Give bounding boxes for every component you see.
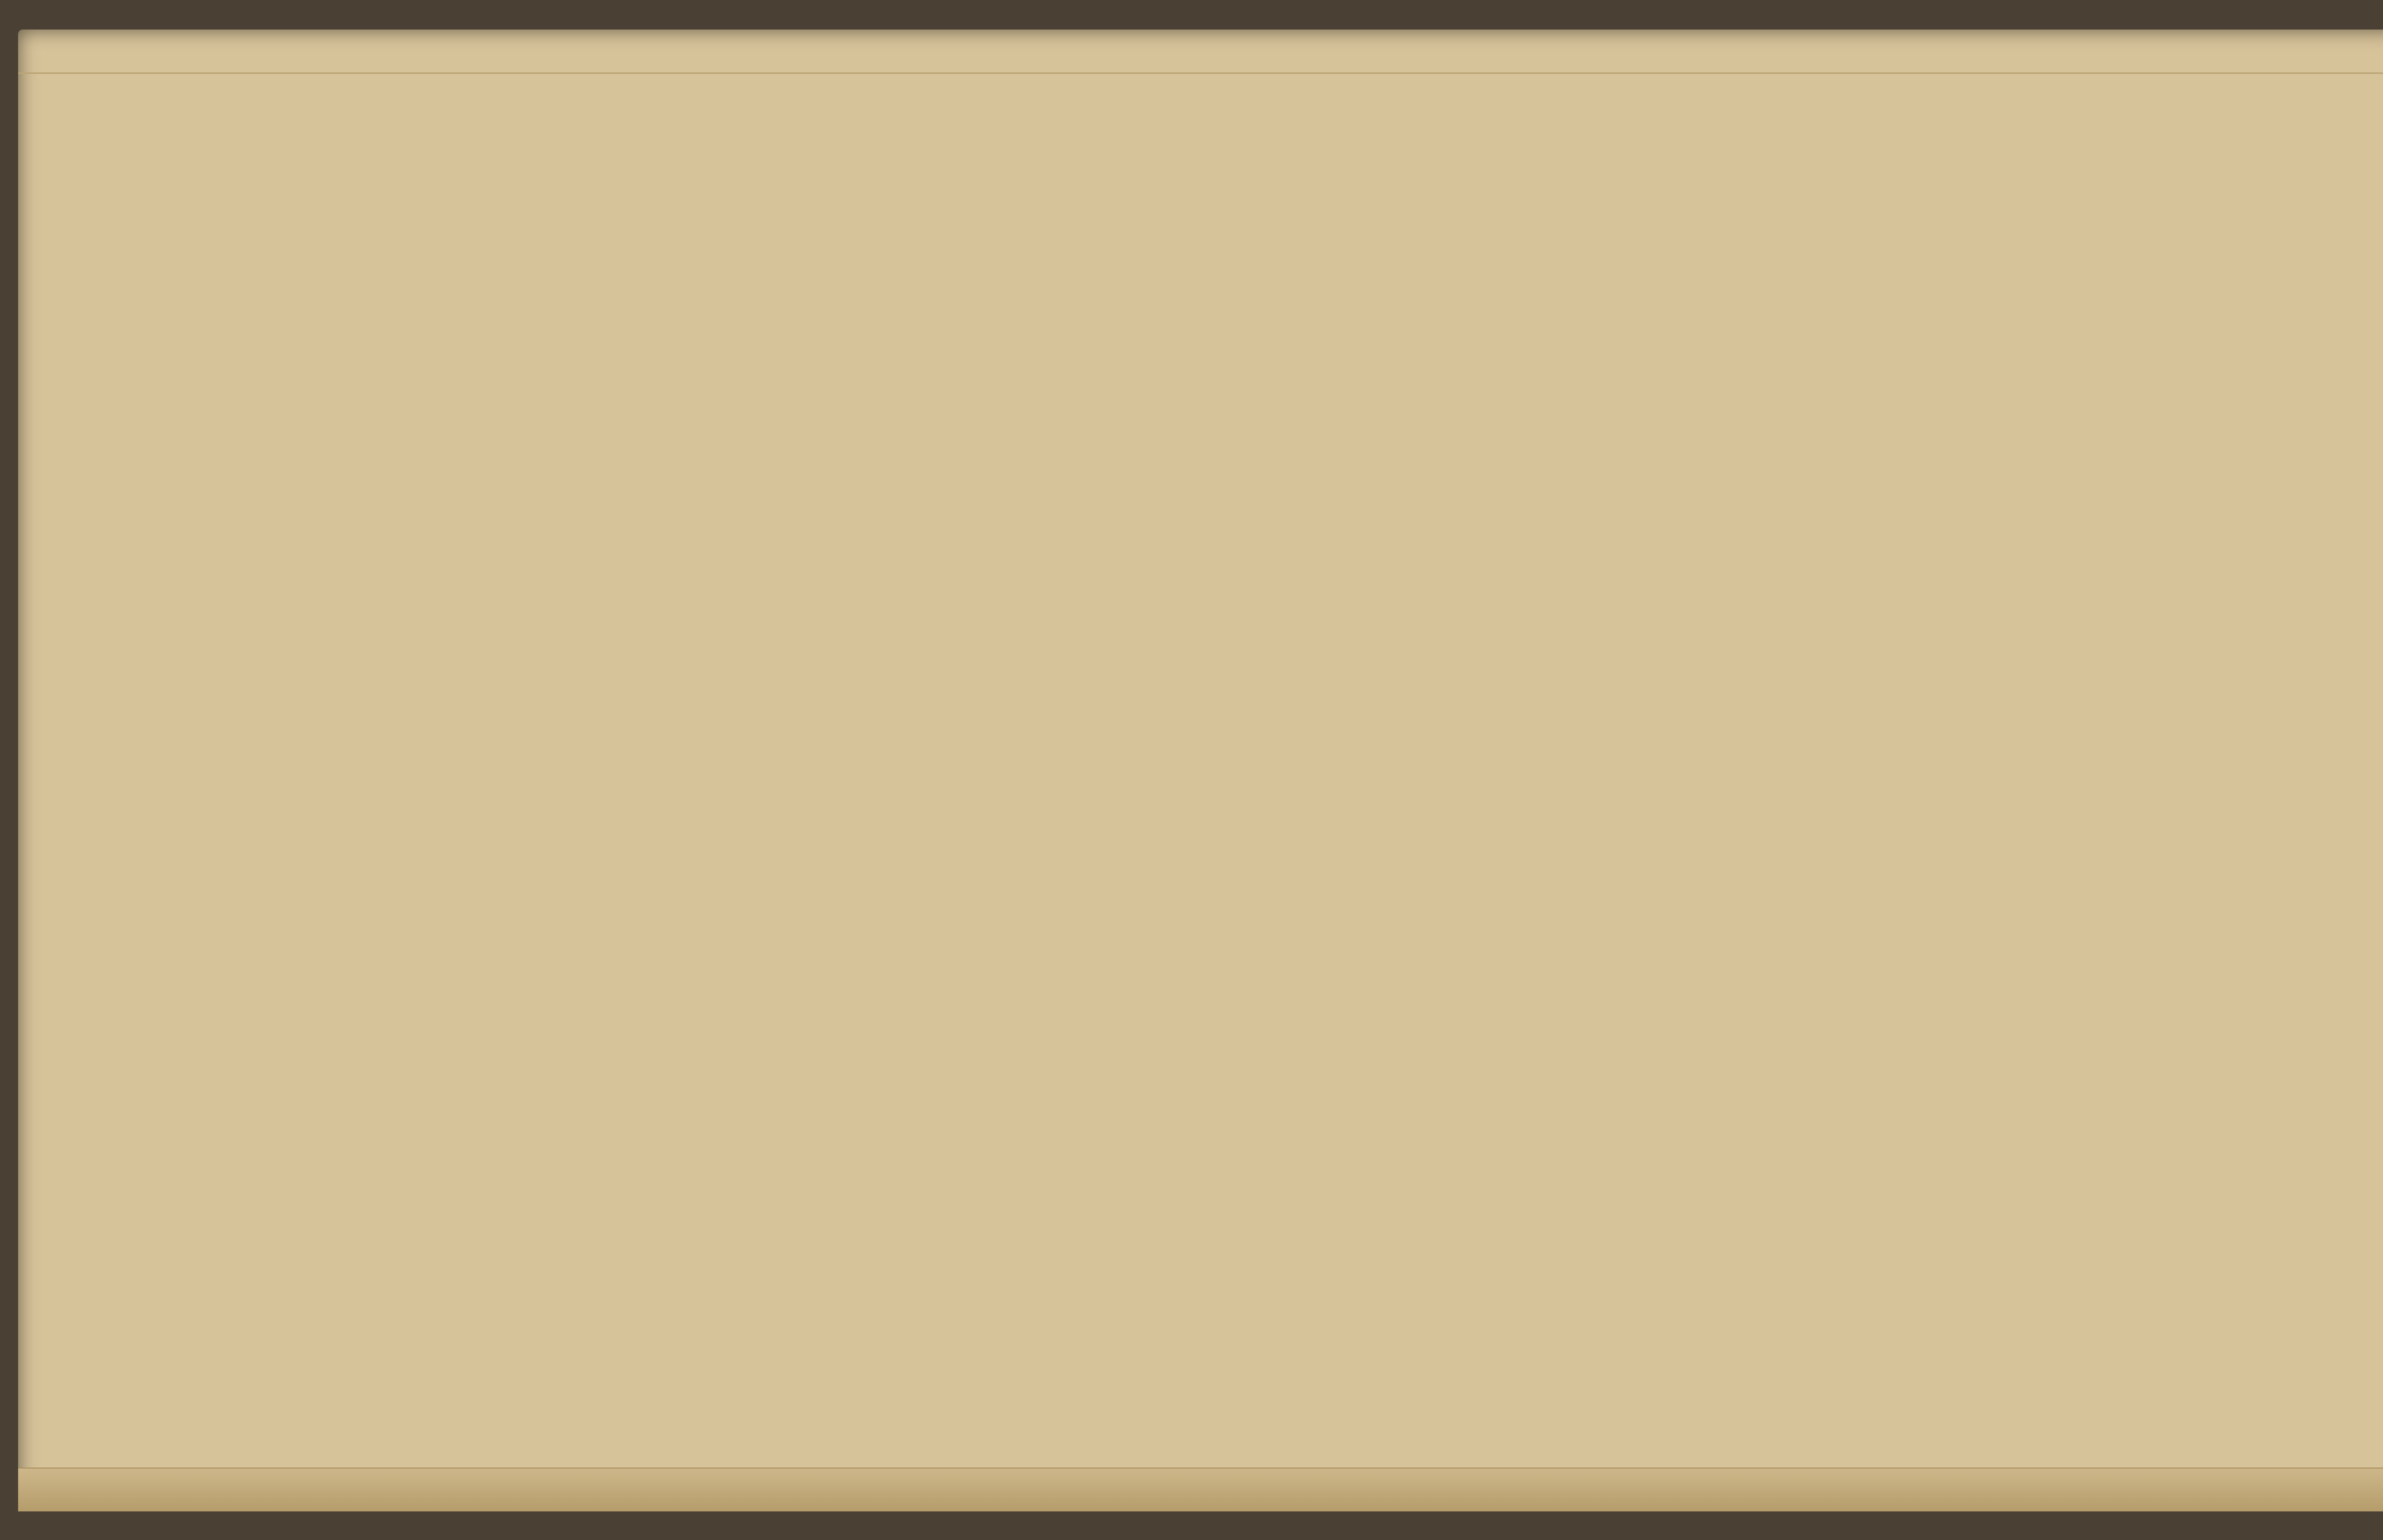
- facing-page-edge: [18, 1468, 2383, 1511]
- page-top-rule: [18, 72, 2383, 74]
- document-page: [18, 30, 2383, 1511]
